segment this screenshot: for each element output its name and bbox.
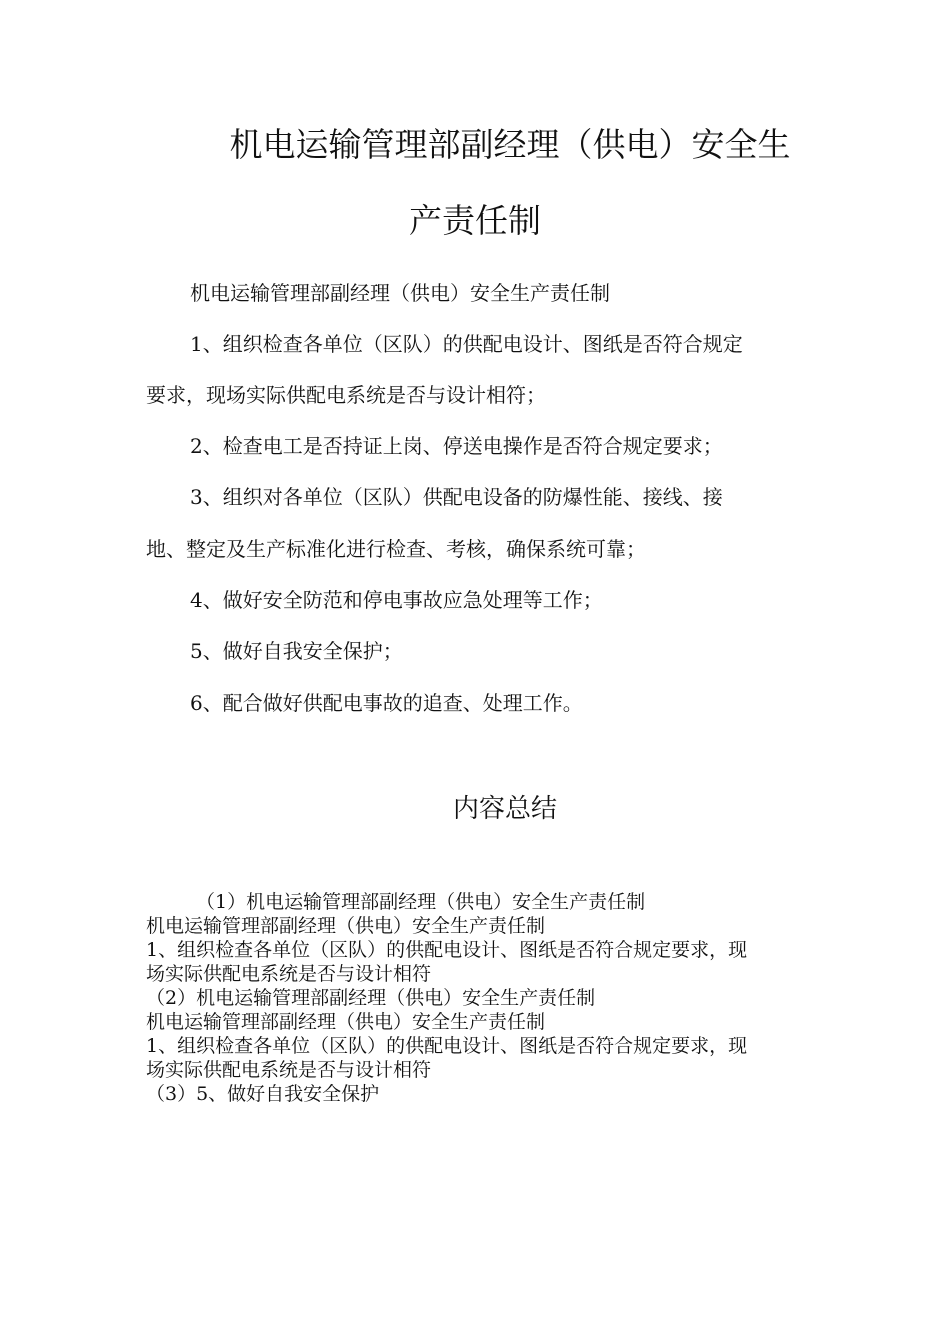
summary-line: 1、组织检查各单位（区队）的供配电设计、图纸是否符合规定要求，现 bbox=[146, 939, 748, 961]
body-item-6: 6、配合做好供配电事故的追查、处理工作。 bbox=[190, 691, 583, 715]
body-item-1-line-2: 要求，现场实际供配电系统是否与设计相符； bbox=[146, 383, 546, 407]
summary-line: 机电运输管理部副经理（供电）安全生产责任制 bbox=[146, 915, 546, 937]
summary-title: 内容总结 bbox=[452, 794, 557, 824]
summary-line: （2）机电运输管理部副经理（供电）安全生产责任制 bbox=[146, 987, 596, 1009]
body-item-5: 5、做好自我安全保护； bbox=[190, 639, 403, 663]
document-title-line-2: 产责任制 bbox=[409, 201, 541, 240]
summary-line: （1）机电运输管理部副经理（供电）安全生产责任制 bbox=[196, 891, 646, 913]
body-item-3-line-2: 地、整定及生产标准化进行检查、考核，确保系统可靠； bbox=[146, 537, 646, 561]
summary-block bbox=[146, 890, 826, 1106]
document-title-line-1: 机电运输管理部副经理（供电）安全生 bbox=[229, 125, 791, 164]
body-item-1-line-1: 1、组织检查各单位（区队）的供配电设计、图纸是否符合规定 bbox=[190, 332, 743, 356]
summary-line: （3）5、做好自我安全保护 bbox=[146, 1083, 380, 1105]
summary-line: 1、组织检查各单位（区队）的供配电设计、图纸是否符合规定要求，现 bbox=[146, 1035, 748, 1057]
summary-line: 机电运输管理部副经理（供电）安全生产责任制 bbox=[146, 1011, 546, 1033]
body-item-4: 4、做好安全防范和停电事故应急处理等工作； bbox=[190, 588, 603, 612]
body-item-3-line-1: 3、组织对各单位（区队）供配电设备的防爆性能、接线、接 bbox=[190, 485, 723, 509]
body-item-2: 2、检查电工是否持证上岗、停送电操作是否符合规定要求； bbox=[190, 434, 723, 458]
body-heading: 机电运输管理部副经理（供电）安全生产责任制 bbox=[190, 281, 610, 305]
summary-line: 场实际供配电系统是否与设计相符 bbox=[146, 963, 432, 985]
summary-line: 场实际供配电系统是否与设计相符 bbox=[146, 1059, 432, 1081]
